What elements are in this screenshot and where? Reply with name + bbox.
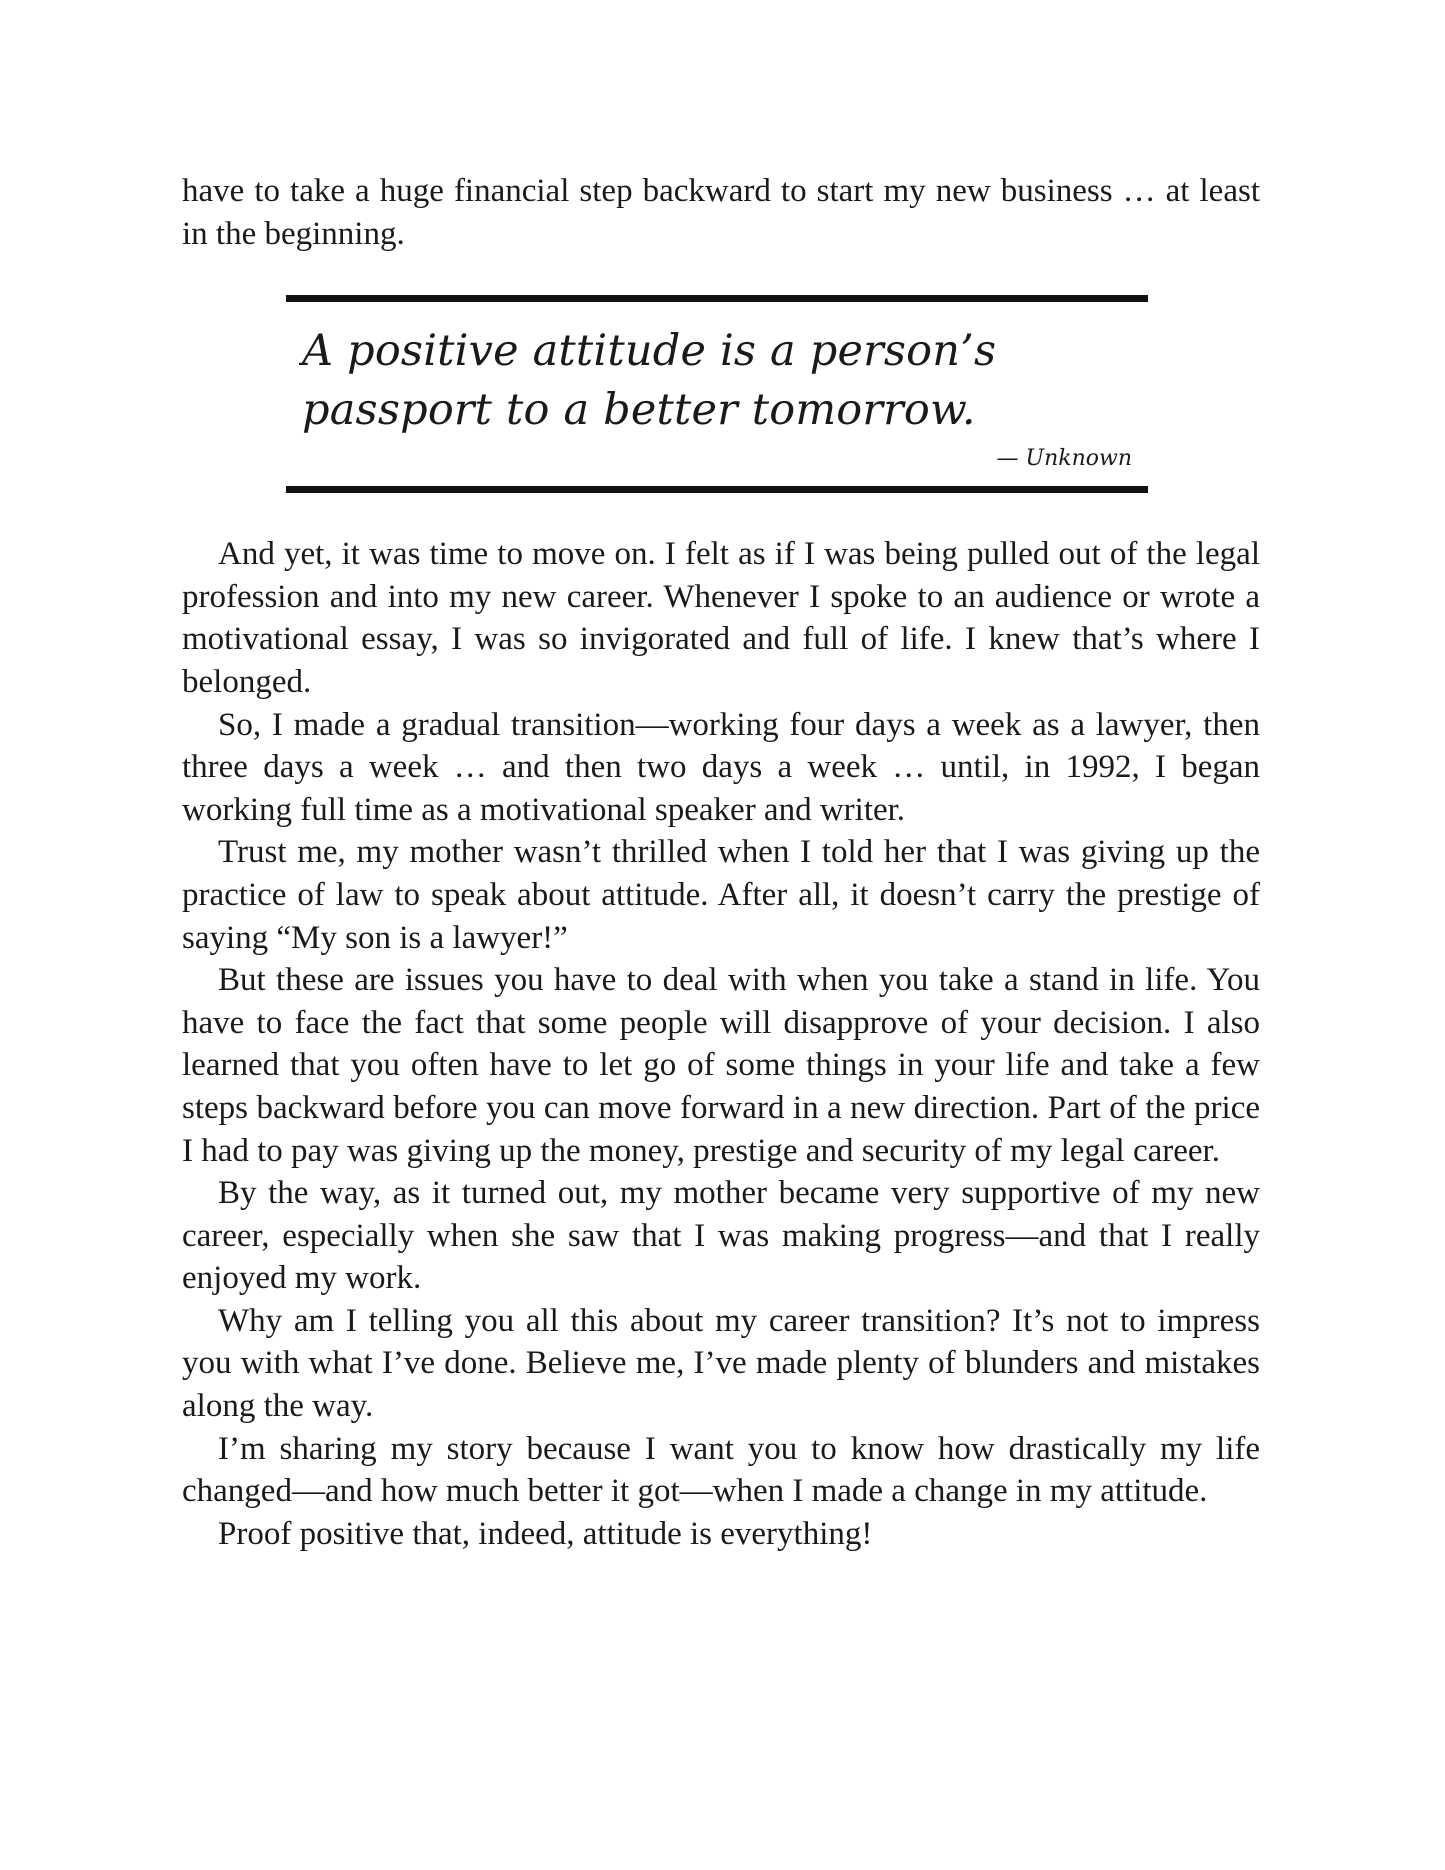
pull-quote — [286, 295, 1148, 493]
body-paragraph: I’m sharing my story because I want you to know how drastically my life changed—and how much better it got—when I made a change in my attitude. — [182, 1430, 1260, 1510]
pull-quote-bottom-rule — [286, 486, 1148, 493]
body-paragraph: Trust me, my mother wasn’t thrilled when I told her that I was giving up the practice of law to speak about attitude. After all, it doesn’t carry the prestige of saying “My son is a lawyer!” — [182, 834, 1260, 956]
body-paragraph: Why am I telling you all this about my career transition? It’s not to impress you with what I’ve done. Believe me, I’ve made plenty of blunders and mistakes along the way. — [182, 1302, 1260, 1425]
pull-quote-attribution: — Unknown — [996, 446, 1132, 472]
body-paragraph: Proof positive that, indeed, attitude is everything! — [218, 1515, 873, 1552]
body-paragraph: By the way, as it turned out, my mother became very supportive of my new career, especially when she saw that I was making progress—and that I really enjoyed my work. — [182, 1175, 1260, 1297]
body-paragraph: And yet, it was time to move on. I felt as if I was being pulled out of the legal profession and into my new career. Whenever I spoke to an audience or wrote a motivational essay, I was so invigorated and full of life. I knew that’s where I belonged. — [182, 536, 1260, 700]
body-paragraph: But these are issues you have to deal with when you take a stand in life. You have to face the fact that some people will disapprove of your decision. I also learned that you often have to let go of some things in your life and take a few steps backward before you can move forward in a new direction. Part of the price I had to pay was giving up the money, prestige and security of my legal career. — [182, 962, 1260, 1169]
page-body — [182, 170, 1260, 1555]
body-paragraph: So, I made a gradual transition—working four days a week as a lawyer, then three days a week … and then two days a week … until, in 1992, I began working full time as a motivational speaker and writer. — [182, 706, 1260, 828]
opening-paragraph: have to take a huge financial step backward to start my new business … at least in the beginning. — [182, 173, 1260, 252]
pull-quote-text: A positive attitude is a person’s passport to a better tomorrow. — [302, 326, 997, 436]
pull-quote-body — [286, 302, 1148, 486]
pull-quote-top-rule — [286, 295, 1148, 302]
